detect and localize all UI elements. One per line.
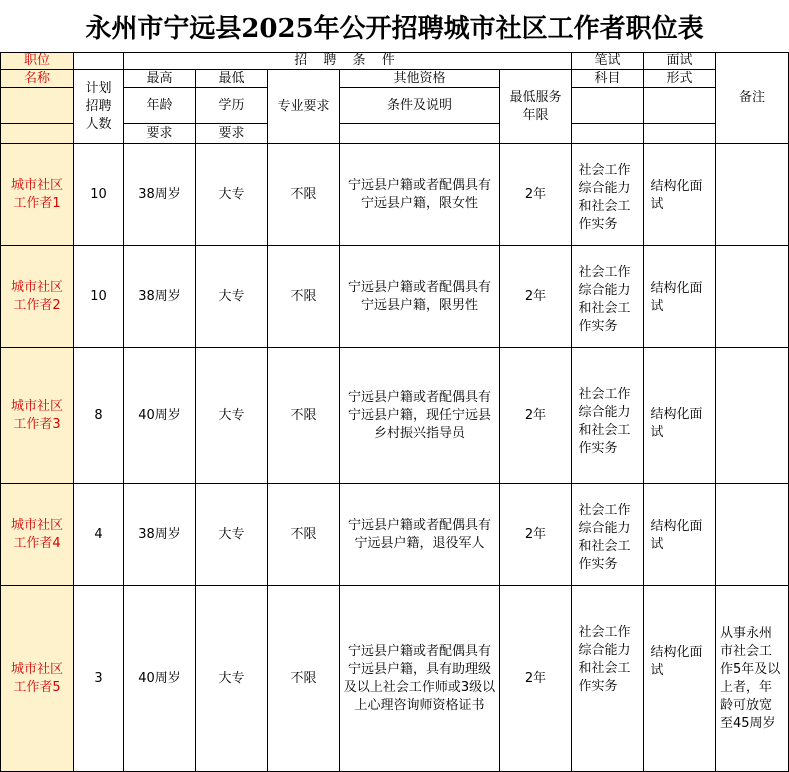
- planned-count-cell: [74, 144, 124, 246]
- header-recruit-conditions: 招 聘 条 件: [124, 52, 572, 70]
- header-min-service: [500, 70, 572, 144]
- conditions-cell: [340, 348, 500, 484]
- header-position-blank-2: [0, 124, 74, 144]
- conditions-cell: [340, 586, 500, 772]
- interview-form-cell-text: 结构化面试: [650, 407, 703, 440]
- interview-form-cell-text: 结构化面试: [650, 179, 703, 212]
- header-written-blank: [572, 88, 644, 124]
- written-subject-cell-text: 社会工作综合能力和社会工作实务: [578, 503, 631, 572]
- page-title: 永州市宁远县2025年公开招聘城市社区工作者职位表: [85, 13, 704, 44]
- header-min-service-text: 最低服务年限: [509, 89, 562, 123]
- header-interview-blank-2: [644, 124, 716, 144]
- interview-form-cell: [644, 484, 716, 586]
- service-years-cell: [500, 484, 572, 586]
- conditions-cell: [340, 484, 500, 586]
- remarks-cell: [716, 348, 789, 484]
- header-other-qual-sub: 条件及说明: [340, 88, 500, 124]
- written-subject-cell-text: 社会工作综合能力和社会工作实务: [578, 163, 631, 232]
- age-cell: [124, 246, 196, 348]
- header-edu-top: 最低: [196, 70, 268, 88]
- conditions-cell-text: 宁远县户籍或者配偶具有宁远县户籍，退役军人: [347, 517, 491, 551]
- planned-count-cell-text: 10: [90, 186, 107, 202]
- major-cell-text: 不限: [290, 186, 317, 202]
- interview-form-cell: [644, 586, 716, 772]
- education-cell-text: 大专: [218, 407, 245, 423]
- header-interview-blank: [644, 88, 716, 124]
- interview-form-cell-text: 结构化面试: [650, 519, 703, 552]
- major-cell-text: 不限: [290, 407, 317, 423]
- written-subject-cell-text: 社会工作综合能力和社会工作实务: [578, 265, 631, 334]
- service-years-cell-text: 2年: [524, 407, 547, 423]
- header-age-top: 最高: [124, 70, 196, 88]
- education-cell-text: 大专: [218, 288, 245, 304]
- header-age-mid: 年龄: [124, 88, 196, 124]
- header-blank-count-top: [74, 52, 124, 70]
- header-position-label-1: 职位: [0, 52, 74, 70]
- major-cell-text: 不限: [290, 526, 317, 542]
- conditions-cell-text: 宁远县户籍或者配偶具有宁远县户籍，限女性: [347, 177, 491, 211]
- header-remarks: 备注: [716, 52, 789, 144]
- conditions-cell: [340, 144, 500, 246]
- planned-count-cell-text: 10: [90, 288, 107, 304]
- header-planned-count-text: 计划招聘人数: [85, 80, 112, 132]
- position-name-cell-text: 城市社区工作者1: [10, 177, 63, 211]
- remarks-cell: [716, 246, 789, 348]
- header-position-blank: [0, 88, 74, 124]
- major-cell-text: 不限: [290, 288, 317, 304]
- header-edu-bottom: 要求: [196, 124, 268, 144]
- education-cell: [196, 144, 268, 246]
- header-interview-top: 面试: [644, 52, 716, 70]
- interview-form-cell-text: 结构化面试: [650, 281, 703, 314]
- header-other-qual: 其他资格: [340, 70, 500, 88]
- written-subject-cell: [572, 586, 644, 772]
- education-cell: [196, 586, 268, 772]
- service-years-cell: [500, 144, 572, 246]
- header-planned-count: [74, 70, 124, 144]
- written-subject-cell: [572, 348, 644, 484]
- position-name-cell: [0, 348, 74, 484]
- written-subject-cell-text: 社会工作综合能力和社会工作实务: [578, 625, 631, 694]
- planned-count-cell: [74, 348, 124, 484]
- major-cell: [268, 484, 340, 586]
- header-interview-bottom: 形式: [644, 70, 716, 88]
- written-subject-cell: [572, 246, 644, 348]
- service-years-cell: [500, 586, 572, 772]
- major-cell: [268, 348, 340, 484]
- service-years-cell-text: 2年: [524, 288, 547, 304]
- education-cell-text: 大专: [218, 526, 245, 542]
- service-years-cell-text: 2年: [524, 670, 547, 686]
- position-name-cell: [0, 484, 74, 586]
- major-cell: [268, 144, 340, 246]
- service-years-cell-text: 2年: [524, 526, 547, 542]
- header-major: 专业要求: [268, 70, 340, 144]
- service-years-cell: [500, 348, 572, 484]
- position-name-cell-text: 城市社区工作者3: [10, 398, 63, 432]
- header-position-label-2: 名称: [0, 70, 74, 88]
- service-years-cell: [500, 246, 572, 348]
- interview-form-cell-text: 结构化面试: [650, 645, 703, 678]
- planned-count-cell: [74, 484, 124, 586]
- position-name-cell-text: 城市社区工作者5: [10, 661, 63, 695]
- education-cell: [196, 246, 268, 348]
- age-cell: [124, 586, 196, 772]
- major-cell: [268, 586, 340, 772]
- remarks-cell: [716, 144, 789, 246]
- education-cell: [196, 484, 268, 586]
- planned-count-cell: [74, 586, 124, 772]
- planned-count-cell: [74, 246, 124, 348]
- conditions-cell-text: 宁远县户籍或者配偶具有宁远县户籍，现任宁远县乡村振兴指导员: [347, 389, 491, 441]
- planned-count-cell-text: 4: [94, 526, 103, 542]
- conditions-cell: [340, 246, 500, 348]
- age-cell-text: 40周岁: [138, 670, 181, 686]
- written-subject-cell-text: 社会工作综合能力和社会工作实务: [578, 387, 631, 456]
- header-written-blank-2: [572, 124, 644, 144]
- service-years-cell-text: 2年: [524, 186, 547, 202]
- remarks-cell-text: 从事永州市社会工作5年及以上者，年龄可放宽至45周岁: [720, 625, 781, 731]
- position-name-cell-text: 城市社区工作者2: [10, 279, 63, 313]
- interview-form-cell: [644, 348, 716, 484]
- age-cell: [124, 144, 196, 246]
- age-cell-text: 38周岁: [138, 186, 181, 202]
- age-cell-text: 38周岁: [138, 288, 181, 304]
- age-cell: [124, 484, 196, 586]
- age-cell-text: 40周岁: [138, 407, 181, 423]
- planned-count-cell-text: 8: [94, 407, 103, 423]
- position-table: [0, 52, 789, 772]
- planned-count-cell-text: 3: [94, 670, 103, 686]
- education-cell-text: 大专: [218, 186, 245, 202]
- position-name-cell: [0, 144, 74, 246]
- position-name-cell: [0, 586, 74, 772]
- written-subject-cell: [572, 144, 644, 246]
- major-cell: [268, 246, 340, 348]
- age-cell-text: 38周岁: [138, 526, 181, 542]
- age-cell: [124, 348, 196, 484]
- header-edu-mid: 学历: [196, 88, 268, 124]
- written-subject-cell: [572, 484, 644, 586]
- remarks-cell: [716, 484, 789, 586]
- interview-form-cell: [644, 144, 716, 246]
- major-cell-text: 不限: [290, 670, 317, 686]
- conditions-cell-text: 宁远县户籍或者配偶具有宁远县户籍，限男性: [347, 279, 491, 313]
- header-age-bottom: 要求: [124, 124, 196, 144]
- header-other-qual-blank: [340, 124, 500, 144]
- remarks-cell: [716, 586, 789, 772]
- interview-form-cell: [644, 246, 716, 348]
- position-name-cell: [0, 246, 74, 348]
- header-written-top: 笔试: [572, 52, 644, 70]
- education-cell: [196, 348, 268, 484]
- education-cell-text: 大专: [218, 670, 245, 686]
- position-name-cell-text: 城市社区工作者4: [10, 517, 63, 551]
- header-written-bottom: 科目: [572, 70, 644, 88]
- conditions-cell-text: 宁远县户籍或者配偶具有宁远县户籍，具有助理级及以上社会工作师或3级以上心理咨询师资格证书: [343, 643, 496, 713]
